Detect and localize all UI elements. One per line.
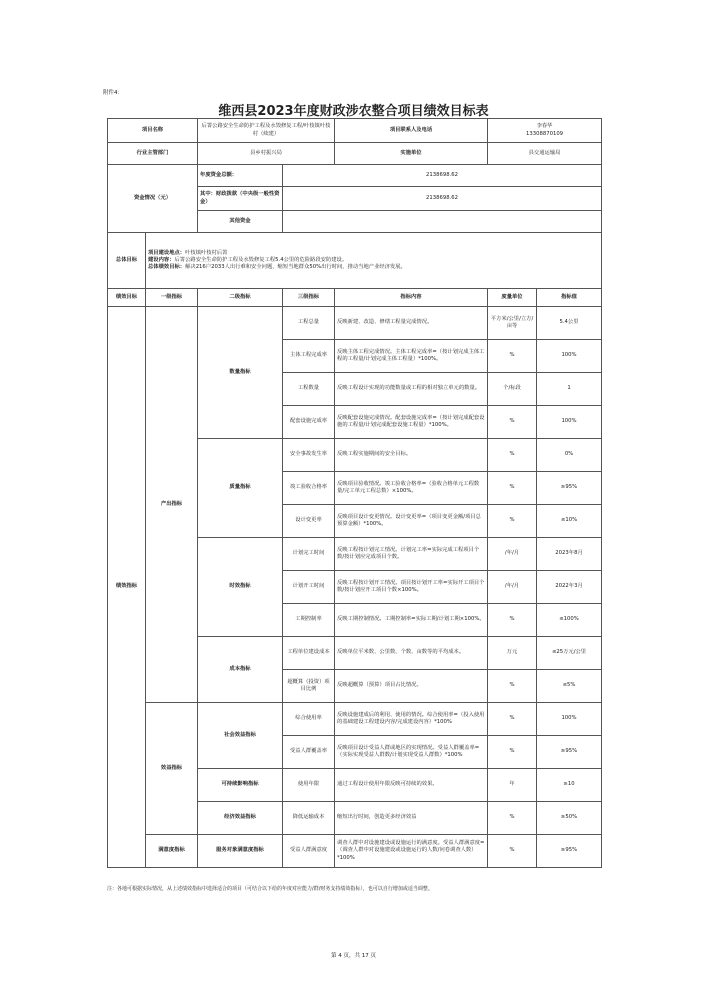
- content-cell: 通过工程设计使用年限反映可持续的效果。: [335, 769, 488, 802]
- header-level1: 一级指标: [146, 289, 198, 307]
- unit-cell: %: [488, 670, 537, 703]
- header-value: 指标值: [537, 289, 602, 307]
- unit-cell: %: [488, 835, 537, 868]
- value-cell: 1: [537, 373, 602, 406]
- annual-funds-label: 年度资金总额：: [198, 165, 283, 187]
- level3-cell: 计划完工时间: [283, 538, 335, 571]
- unit-cell: %: [488, 604, 537, 637]
- project-name-value: 后箐公路安全生命防护工程及水毁修复工程/叶枝镇叶枝村（续建）: [198, 119, 335, 143]
- content-cell: 反映工程实施期间的安全目标。: [335, 439, 488, 472]
- value-cell: ≤25万元/公里: [537, 637, 602, 670]
- level3-cell: 降低运输成本: [283, 802, 335, 835]
- unit-cell: %: [488, 406, 537, 439]
- value-cell: 100%: [537, 703, 602, 736]
- value-cell: 5.4公里: [537, 307, 602, 340]
- content-cell: 反映项目验收情况。竣工验收合格率=（验收合格单元工程数量/完工单元工程总数）×100%。: [335, 472, 488, 505]
- unit-cell: %: [488, 505, 537, 538]
- footnote: 注：各地可根据实际情况，从上述绩效指标中选择适合的项目（可结合以下给的年度对应能力/群/财务支持绩效指标），也可以自行增加或适当调整。: [107, 886, 433, 892]
- level3-cell: 计划开工时间: [283, 571, 335, 604]
- performance-table: [107, 118, 602, 868]
- other-funds-label: 其他资金: [198, 211, 283, 233]
- page-number: 第 4 页，共 17 页: [331, 953, 376, 959]
- benefit-label: 总体绩效目标：: [148, 264, 186, 271]
- funds-label: 资金情况（元）: [108, 165, 198, 233]
- contact-label: 项目联系人及电话: [335, 119, 488, 143]
- value-cell: ≥50%: [537, 802, 602, 835]
- overall-goal-content: [146, 233, 602, 289]
- contact-phone: 13308870109: [525, 130, 564, 137]
- page-title: 维西县2023年度财政涉农整合项目绩效目标表: [218, 104, 489, 119]
- quantity-indicator-label: 数量指标: [198, 307, 283, 439]
- value-cell: ≥95%: [537, 472, 602, 505]
- dept-value: 县乡村振兴局: [198, 143, 335, 165]
- level3-cell: 工程总量: [283, 307, 335, 340]
- unit-cell: %: [488, 703, 537, 736]
- header-perf-goal: 绩效目标: [108, 289, 146, 307]
- unit-cell: 年: [488, 769, 537, 802]
- service-indicator-label: 服务对象满意度指标: [198, 835, 283, 868]
- perf-indicator-label: 绩效指标: [108, 307, 146, 868]
- level3-cell: 工期控制率: [283, 604, 335, 637]
- unit-cell: %: [488, 802, 537, 835]
- content-cell: 调查人群中对设施建设或设施运行的满意度。受益人群满意度=（调查人群中对设施建设或设施运行的人数/问卷调查人数）*100%: [335, 835, 488, 868]
- satisfaction-indicator-label: 满意度指标: [146, 835, 198, 868]
- level3-cell: 工程单位建设成本: [283, 637, 335, 670]
- fiscal-funds-label: 其中：财政拨款（中央级一般性资金）: [198, 187, 283, 211]
- unit-cell: 万元: [488, 637, 537, 670]
- content-cell: 反映工程按计划完工情况。计划完工率=实际完成工程项目个数/按计划应完成项目个数。: [335, 538, 488, 571]
- content-cell: 反映工程设计实现的功能数量或工程的相对独立单元的数量。: [335, 373, 488, 406]
- fiscal-funds-value: 2138698.62: [283, 187, 602, 211]
- level3-cell: 工程数量: [283, 373, 335, 406]
- timeliness-indicator-label: 时效指标: [198, 538, 283, 637]
- unit-cell: 平方米/公里/立方/亩等: [488, 307, 537, 340]
- attachment-label: 附件4：: [103, 90, 123, 96]
- economic-indicator-label: 经济效益指标: [198, 802, 283, 835]
- content-cell: 反映超概算（预算）项目占比情况。: [335, 670, 488, 703]
- level3-cell: 超概算（投资）项目比例: [283, 670, 335, 703]
- contact-value: [488, 119, 602, 143]
- level3-cell: 主体工程完成率: [283, 340, 335, 373]
- header-unit: 度量单位: [488, 289, 537, 307]
- content-label: 建设内容：: [148, 256, 175, 263]
- contact-name: 李春华: [536, 123, 553, 130]
- content-cell: 反映工期控制情况。工期控制率=实际工期/计划工期×100%。: [335, 604, 488, 637]
- benefit-indicator-label: 效益指标: [146, 703, 198, 835]
- dept-label: 行业主管部门: [108, 143, 198, 165]
- overall-goal-label: 总体目标: [108, 233, 146, 289]
- value-cell: 0%: [537, 439, 602, 472]
- value-cell: 2023年8月: [537, 538, 602, 571]
- location-value: 叶枝镇叶枝村后箐: [185, 249, 228, 256]
- header-level2: 二级指标: [198, 289, 283, 307]
- header-content: 指标内容: [335, 289, 488, 307]
- content-cell: 反映工程按计划开工情况。项目按计划开工率=实际开工项目个数/按计划应开工项目个数×100%。: [335, 571, 488, 604]
- unit-cell: /年/月: [488, 538, 537, 571]
- content-value: 后箐公路安全生命防护工程及水毁修复工程5.4公里的危险路段安防建设。: [174, 256, 348, 263]
- level3-cell: 配套设施完成率: [283, 406, 335, 439]
- value-cell: ≥95%: [537, 736, 602, 769]
- impl-unit-value: 县交通运输局: [488, 143, 602, 165]
- value-cell: ≥10: [537, 769, 602, 802]
- unit-cell: 个/标段: [488, 373, 537, 406]
- content-cell: 反映设施建成后的利用、使用的情况。综合使用率=（投入使用的基础建设工程建设内容/完成建设内容）*100%: [335, 703, 488, 736]
- output-indicator-label: 产出指标: [146, 307, 198, 703]
- level3-cell: 受益人群覆盖率: [283, 736, 335, 769]
- level3-cell: 综合使用率: [283, 703, 335, 736]
- annual-funds-value: 2138698.62: [283, 165, 602, 187]
- unit-cell: %: [488, 736, 537, 769]
- benefit-value: 解决216户2033人出行难和安全问题，缩短当地群众50%出行时间，推动当地产业经济发展。: [185, 264, 406, 271]
- value-cell: 100%: [537, 406, 602, 439]
- level3-cell: 受益人群满意度: [283, 835, 335, 868]
- value-cell: ≤100%: [537, 604, 602, 637]
- unit-cell: %: [488, 439, 537, 472]
- value-cell: 2022年3月: [537, 571, 602, 604]
- value-cell: 100%: [537, 340, 602, 373]
- unit-cell: /年/月: [488, 571, 537, 604]
- level3-cell: 竣工验收合格率: [283, 472, 335, 505]
- value-cell: ≤10%: [537, 505, 602, 538]
- level3-cell: 安全事故发生率: [283, 439, 335, 472]
- content-cell: 反映单位平米数、公里数、个数、亩数等的平均成本。: [335, 637, 488, 670]
- content-cell: 反映新建、改造、修缮工程量完成情况。: [335, 307, 488, 340]
- level3-cell: 设计变更率: [283, 505, 335, 538]
- unit-cell: %: [488, 472, 537, 505]
- content-cell: 反映项目设计受益人群或地区的实现情况。受益人群覆盖率=（实际实现受益人群数/计划实现受益人群数）*100%: [335, 736, 488, 769]
- project-name-label: 项目名称: [108, 119, 198, 143]
- quality-indicator-label: 质量指标: [198, 439, 283, 538]
- social-indicator-label: 社会效益指标: [198, 703, 283, 769]
- cost-indicator-label: 成本指标: [198, 637, 283, 703]
- header-level3: 三级指标: [283, 289, 335, 307]
- sustain-indicator-label: 可持续影响指标: [198, 769, 283, 802]
- other-funds-value: [283, 211, 602, 233]
- impl-unit-label: 实施单位: [335, 143, 488, 165]
- value-cell: ≥95%: [537, 835, 602, 868]
- content-cell: 反映配套设施完成情况。配套设施完成率=（按计划完成配套设施的工程量/计划完成配套设施工程量）*100%。: [335, 406, 488, 439]
- content-cell: 缩短出行时间，创造更多经济效益: [335, 802, 488, 835]
- value-cell: ≤5%: [537, 670, 602, 703]
- location-label: 项目建设地点：: [148, 249, 186, 256]
- unit-cell: %: [488, 340, 537, 373]
- content-cell: 反映项目设计变更情况。设计变更率=（项目变更金额/项目总预算金额）*100%。: [335, 505, 488, 538]
- content-cell: 反映主体工程完成情况。主体工程完成率=（按计划完成主体工程的工程量/计划完成主体工程量）*100%。: [335, 340, 488, 373]
- level3-cell: 使用年限: [283, 769, 335, 802]
